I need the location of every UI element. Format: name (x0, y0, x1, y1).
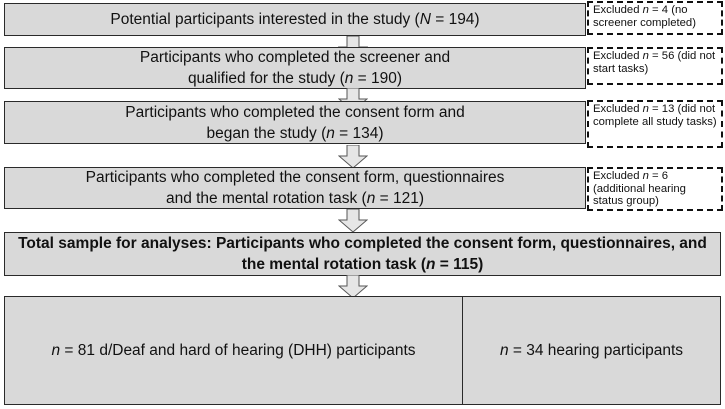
exclusion-box-1: Excluded n = 4 (no screener completed) (587, 1, 723, 35)
step-potential-participants (4, 3, 586, 36)
group-dhh (5, 297, 462, 404)
step-consent-began (4, 101, 586, 144)
step-screener-qualified-text: Participants who completed the screener and qualified for the study (n = 190) (139, 49, 451, 87)
group-hearing (463, 297, 720, 404)
exclusion-box-2: Excluded n = 56 (did not start tasks) (587, 47, 723, 85)
down-arrow-4 (338, 209, 368, 233)
exclusion-box-3: Excluded n = 13 (did not complete all study tasks) (587, 100, 723, 148)
group-split-box (4, 296, 721, 405)
step-completed-tasks (4, 167, 586, 209)
down-arrow-3 (338, 145, 368, 169)
step-total-sample-text: Total sample for analyses: Participants who completed the consent form, questionnaires, and the mental rotation task (n = 115) (18, 235, 707, 273)
step-total-sample (4, 232, 721, 276)
step-screener-qualified (4, 47, 586, 89)
group-hearing-text: n = 34 hearing participants (499, 341, 684, 359)
group-dhh-text: n = 81 d/Deaf and hard of hearing (DHH) participants (51, 341, 416, 359)
step-consent-began-text: Participants who completed the consent form and began the study (n = 134) (125, 103, 465, 142)
step-completed-tasks-text: Participants who completed the consent form, questionnaires and the mental rotation task (n = 121) (85, 169, 505, 207)
step-potential-participants-text: Potential participants interested in the study (N = 194) (110, 11, 480, 28)
exclusion-box-4: Excluded n = 6 (additional hearing status group) (587, 167, 723, 211)
